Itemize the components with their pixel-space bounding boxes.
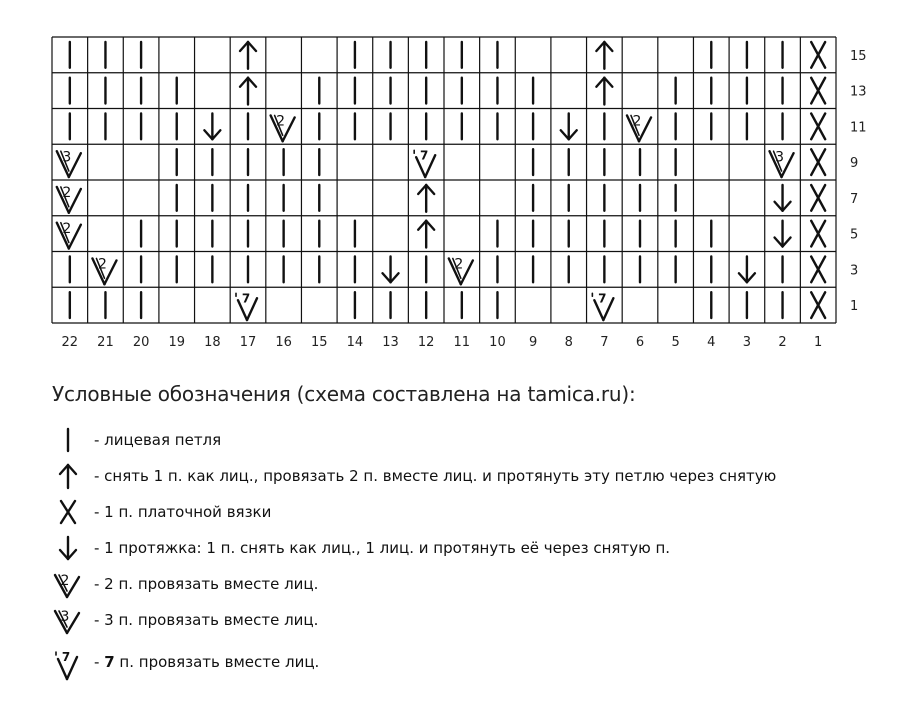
knit-stitch-icon [50, 424, 90, 456]
svg-text:7: 7 [598, 291, 607, 306]
column-number-label: 14 [346, 335, 364, 350]
legend-item-knit [50, 424, 910, 456]
column-number-label: 18 [204, 335, 221, 350]
legend-item-k2tog [50, 568, 910, 600]
column-number-label: 17 [239, 335, 257, 350]
column-number-label: 5 [671, 335, 680, 350]
stitch-a-symbol [418, 221, 434, 248]
row-number-label: 5 [850, 227, 859, 243]
column-number-label: 19 [168, 335, 186, 350]
grid-lines [52, 37, 836, 323]
stitch-x-symbol [811, 257, 825, 283]
stitch-v2-symbol [627, 114, 651, 142]
column-number-label: 6 [635, 335, 645, 350]
row-number-label: 1 [850, 299, 859, 315]
row-number-label: 7 [850, 191, 859, 207]
cross-icon [50, 496, 90, 528]
stitch-d-symbol [739, 257, 755, 283]
legend-text: - 1 протяжка: 1 п. снять как лиц., 1 лиц. и протянуть её через снятую п. [94, 539, 671, 557]
legend-item-k3tog [50, 604, 910, 636]
row-number-label: 9 [850, 156, 859, 172]
legend-text: - 3 п. провязать вместе лиц. [94, 611, 319, 629]
column-number-label: 12 [417, 335, 435, 350]
decrease-7-icon [50, 646, 90, 682]
svg-text:3: 3 [62, 149, 72, 166]
column-number-label: 13 [382, 335, 399, 350]
column-number-label: 21 [97, 335, 114, 350]
stitch-d-symbol [383, 257, 399, 283]
svg-text:2: 2 [60, 573, 70, 589]
stitch-x-symbol [811, 221, 825, 247]
stitch-v7-symbol [592, 291, 613, 320]
stitch-x-symbol [811, 42, 825, 68]
legend-item-sk2p [50, 460, 910, 492]
column-number-label: 2 [778, 335, 787, 350]
legend-title: Условные обозначения (схема составлена на tamica.ru): [52, 382, 636, 406]
column-number-label: 11 [453, 335, 471, 350]
legend-item-skp [50, 532, 910, 564]
legend-text: - снять 1 п. как лиц., провязать 2 п. вместе лиц. и протянуть эту петлю через снятую [94, 467, 777, 485]
column-number-label: 15 [310, 335, 328, 350]
row-number-label: 15 [850, 48, 867, 64]
svg-text:2: 2 [97, 256, 107, 273]
svg-text:3: 3 [60, 609, 70, 625]
stitch-v2-symbol [57, 221, 81, 249]
column-number-label: 20 [132, 335, 150, 350]
svg-text:3: 3 [775, 149, 785, 166]
column-number-label: 9 [528, 335, 538, 350]
stitch-v2-symbol [449, 257, 473, 285]
stitch-v2-symbol [271, 114, 295, 142]
column-number-label: 3 [742, 335, 752, 350]
stitch-a-symbol [418, 185, 434, 212]
stitch-x-symbol [811, 78, 825, 104]
stitch-a-symbol [596, 42, 612, 69]
column-number-label: 22 [61, 335, 79, 350]
row-number-label: 13 [850, 84, 867, 100]
stitch-v2-symbol [57, 185, 81, 213]
stitch-x-symbol [811, 185, 825, 211]
decrease-2-icon [50, 568, 90, 600]
column-number-label: 7 [600, 335, 609, 350]
svg-text:2: 2 [454, 256, 464, 273]
column-number-label: 10 [489, 335, 506, 350]
stitch-x-symbol [811, 149, 825, 175]
legend-item-garter [50, 496, 910, 528]
svg-text:7: 7 [420, 148, 429, 163]
stitch-a-symbol [596, 78, 612, 105]
column-number-label: 4 [707, 335, 716, 350]
legend-text: - 1 п. платочной вязки [94, 503, 272, 521]
svg-text:7: 7 [241, 291, 251, 306]
column-number-label: 16 [275, 335, 292, 350]
legend-text: - лицевая петля [94, 431, 222, 449]
row-number-label: 3 [850, 263, 859, 279]
stitch-a-symbol [240, 78, 256, 105]
stitch-v7-symbol [236, 291, 257, 320]
stitch-d-symbol [775, 185, 791, 211]
svg-text:2: 2 [276, 113, 286, 130]
stitch-v3-symbol [57, 149, 81, 177]
decrease-3-icon [50, 604, 90, 636]
stitch-v2-symbol [92, 257, 116, 285]
legend-text: - 2 п. провязать вместе лиц. [94, 575, 319, 593]
stitch-d-symbol [204, 114, 220, 140]
stitch-v7-symbol [414, 148, 435, 177]
column-number-label: 8 [564, 335, 573, 350]
legend-text: - 7 п. провязать вместе лиц. [94, 653, 320, 671]
arrow-down-icon [50, 532, 90, 564]
svg-text:2: 2 [632, 113, 642, 130]
legend-item-k7tog [50, 646, 910, 678]
stitch-symbols [57, 42, 825, 320]
svg-text:2: 2 [62, 185, 72, 201]
stitch-v3-symbol [770, 149, 794, 177]
stitch-d-symbol [561, 114, 577, 140]
stitch-x-symbol [811, 114, 825, 140]
stitch-x-symbol [811, 292, 825, 318]
row-number-label: 11 [850, 120, 867, 136]
arrow-up-icon [50, 460, 90, 492]
stitch-a-symbol [240, 42, 256, 69]
svg-text:7: 7 [61, 650, 71, 664]
svg-text:2: 2 [62, 220, 72, 237]
column-number-label: 1 [814, 335, 823, 350]
stitch-d-symbol [775, 221, 791, 247]
